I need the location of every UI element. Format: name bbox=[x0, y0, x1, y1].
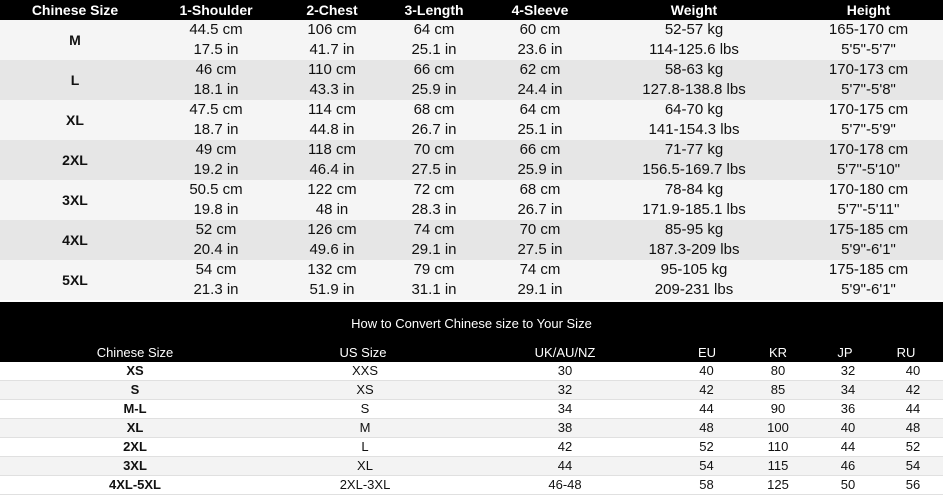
cell: 5'7"-5'10" bbox=[794, 160, 943, 180]
cell: 38 bbox=[460, 419, 670, 438]
cell: 5'9"-6'1" bbox=[794, 240, 943, 260]
cell: 122 cm bbox=[282, 180, 382, 200]
cell: 125 bbox=[743, 476, 813, 495]
cell: 74 cm bbox=[486, 260, 594, 280]
cell: 54 cm bbox=[150, 260, 282, 280]
cell: 46 bbox=[813, 457, 883, 476]
cell: 51.9 in bbox=[282, 280, 382, 300]
table-row bbox=[0, 476, 943, 495]
table-row bbox=[0, 100, 943, 120]
cell: 40 bbox=[883, 362, 943, 381]
cell: 36 bbox=[813, 400, 883, 419]
conv-header-ru: RU bbox=[896, 345, 916, 360]
table-row bbox=[0, 400, 943, 419]
cell: 31.1 in bbox=[382, 280, 486, 300]
cell: S bbox=[0, 381, 270, 400]
cell: 170-180 cm bbox=[794, 180, 943, 200]
cell: 132 cm bbox=[282, 260, 382, 280]
cell: 126 cm bbox=[282, 220, 382, 240]
size-label: 2XL bbox=[0, 140, 150, 180]
table-row bbox=[0, 20, 943, 40]
cell: 5'9"-6'1" bbox=[794, 280, 943, 300]
table-row bbox=[0, 60, 943, 80]
cell: 209-231 lbs bbox=[594, 280, 794, 300]
cell: 54 bbox=[670, 457, 743, 476]
cell: 27.5 in bbox=[382, 160, 486, 180]
cell: 110 cm bbox=[282, 60, 382, 80]
cell: 110 bbox=[743, 438, 813, 457]
cell: 44.5 cm bbox=[150, 20, 282, 40]
cell: 95-105 kg bbox=[594, 260, 794, 280]
header-chest: 2-Chest bbox=[282, 0, 382, 20]
cell: 49 cm bbox=[150, 140, 282, 160]
conversion-table bbox=[0, 362, 943, 495]
size-label: XL bbox=[0, 100, 150, 140]
cell: 20.4 in bbox=[150, 240, 282, 260]
cell: 70 cm bbox=[382, 140, 486, 160]
cell: 171.9-185.1 lbs bbox=[594, 200, 794, 220]
conv-header-chinese-size: Chinese Size bbox=[96, 345, 174, 360]
header-sleeve: 4-Sleeve bbox=[486, 0, 594, 20]
cell: 42 bbox=[883, 381, 943, 400]
size-label: L bbox=[0, 60, 150, 100]
cell: 40 bbox=[813, 419, 883, 438]
cell: 56 bbox=[883, 476, 943, 495]
cell: 48 bbox=[670, 419, 743, 438]
cell: 32 bbox=[813, 362, 883, 381]
cell: 100 bbox=[743, 419, 813, 438]
table-row bbox=[0, 457, 943, 476]
cell: 78-84 kg bbox=[594, 180, 794, 200]
cell: XL bbox=[270, 457, 460, 476]
size-label: 5XL bbox=[0, 260, 150, 300]
cell: 52 cm bbox=[150, 220, 282, 240]
cell: 64 cm bbox=[486, 100, 594, 120]
cell: 25.9 in bbox=[382, 80, 486, 100]
cell: 47.5 cm bbox=[150, 100, 282, 120]
cell: 44 bbox=[813, 438, 883, 457]
cell: 25.1 in bbox=[486, 120, 594, 140]
cell: 60 cm bbox=[486, 20, 594, 40]
cell: 19.8 in bbox=[150, 200, 282, 220]
table-row bbox=[0, 140, 943, 160]
cell: 24.4 in bbox=[486, 80, 594, 100]
cell: 48 bbox=[883, 419, 943, 438]
cell: 3XL bbox=[0, 457, 270, 476]
cell: 42 bbox=[460, 438, 670, 457]
cell: 114-125.6 lbs bbox=[594, 40, 794, 60]
cell: 187.3-209 lbs bbox=[594, 240, 794, 260]
table-row bbox=[0, 220, 943, 240]
cell: 52-57 kg bbox=[594, 20, 794, 40]
cell: 25.9 in bbox=[486, 160, 594, 180]
cell: 175-185 cm bbox=[794, 220, 943, 240]
cell: 2XL-3XL bbox=[270, 476, 460, 495]
cell: 30 bbox=[460, 362, 670, 381]
cell: 32 bbox=[460, 381, 670, 400]
cell: 46.4 in bbox=[282, 160, 382, 180]
table-row bbox=[0, 381, 943, 400]
cell: 34 bbox=[813, 381, 883, 400]
cell: 43.3 in bbox=[282, 80, 382, 100]
table-row bbox=[0, 419, 943, 438]
cell: M-L bbox=[0, 400, 270, 419]
cell: 66 cm bbox=[382, 60, 486, 80]
cell: 58-63 kg bbox=[594, 60, 794, 80]
size-label: 4XL bbox=[0, 220, 150, 260]
conversion-title: How to Convert Chinese size to Your Size bbox=[351, 316, 592, 331]
cell: 118 cm bbox=[282, 140, 382, 160]
cell: 68 cm bbox=[382, 100, 486, 120]
cell: 27.5 in bbox=[486, 240, 594, 260]
cell: 5'7"-5'9" bbox=[794, 120, 943, 140]
cell: 2XL bbox=[0, 438, 270, 457]
cell: 44 bbox=[460, 457, 670, 476]
cell: 41.7 in bbox=[282, 40, 382, 60]
cell: 17.5 in bbox=[150, 40, 282, 60]
cell: XL bbox=[0, 419, 270, 438]
cell: 50 bbox=[813, 476, 883, 495]
header-weight: Weight bbox=[594, 0, 794, 20]
cell: 72 cm bbox=[382, 180, 486, 200]
cell: 54 bbox=[883, 457, 943, 476]
conv-header-jp: JP bbox=[837, 345, 853, 360]
cell: 25.1 in bbox=[382, 40, 486, 60]
cell: 141-154.3 lbs bbox=[594, 120, 794, 140]
header-height: Height bbox=[794, 0, 943, 20]
cell: 5'5"-5'7" bbox=[794, 40, 943, 60]
table-row bbox=[0, 362, 943, 381]
cell: 18.7 in bbox=[150, 120, 282, 140]
conv-header-eu: EU bbox=[697, 345, 717, 360]
cell: XXS bbox=[270, 362, 460, 381]
header-shoulder: 1-Shoulder bbox=[150, 0, 282, 20]
cell: 70 cm bbox=[486, 220, 594, 240]
cell: 66 cm bbox=[486, 140, 594, 160]
cell: 29.1 in bbox=[486, 280, 594, 300]
cell: S bbox=[270, 400, 460, 419]
cell: 44 bbox=[883, 400, 943, 419]
cell: 40 bbox=[670, 362, 743, 381]
table-row bbox=[0, 260, 943, 280]
cell: 46 cm bbox=[150, 60, 282, 80]
cell: 26.7 in bbox=[486, 200, 594, 220]
cell: 34 bbox=[460, 400, 670, 419]
cell: XS bbox=[0, 362, 270, 381]
cell: 19.2 in bbox=[150, 160, 282, 180]
cell: M bbox=[270, 419, 460, 438]
size-label: 3XL bbox=[0, 180, 150, 220]
conv-header-us-size: US Size bbox=[339, 345, 387, 360]
cell: 42 bbox=[670, 381, 743, 400]
size-label: M bbox=[0, 20, 150, 60]
cell: 64 cm bbox=[382, 20, 486, 40]
table-row bbox=[0, 180, 943, 200]
cell: 156.5-169.7 lbs bbox=[594, 160, 794, 180]
header-chinese-size: Chinese Size bbox=[0, 0, 150, 20]
cell: 5'7"-5'11" bbox=[794, 200, 943, 220]
cell: 79 cm bbox=[382, 260, 486, 280]
cell: 46-48 bbox=[460, 476, 670, 495]
cell: 170-178 cm bbox=[794, 140, 943, 160]
cell: 64-70 kg bbox=[594, 100, 794, 120]
table-row bbox=[0, 438, 943, 457]
cell: 44 bbox=[670, 400, 743, 419]
cell: 71-77 kg bbox=[594, 140, 794, 160]
cell: L bbox=[270, 438, 460, 457]
size-chart-header-row bbox=[0, 0, 943, 20]
cell: 90 bbox=[743, 400, 813, 419]
cell: 49.6 in bbox=[282, 240, 382, 260]
cell: 21.3 in bbox=[150, 280, 282, 300]
cell: 85 bbox=[743, 381, 813, 400]
cell: 29.1 in bbox=[382, 240, 486, 260]
cell: 48 in bbox=[282, 200, 382, 220]
cell: 44.8 in bbox=[282, 120, 382, 140]
cell: 58 bbox=[670, 476, 743, 495]
cell: 28.3 in bbox=[382, 200, 486, 220]
cell: 175-185 cm bbox=[794, 260, 943, 280]
cell: XS bbox=[270, 381, 460, 400]
cell: 23.6 in bbox=[486, 40, 594, 60]
cell: 74 cm bbox=[382, 220, 486, 240]
cell: 52 bbox=[670, 438, 743, 457]
cell: 85-95 kg bbox=[594, 220, 794, 240]
cell: 80 bbox=[743, 362, 813, 381]
cell: 50.5 cm bbox=[150, 180, 282, 200]
cell: 26.7 in bbox=[382, 120, 486, 140]
cell: 62 cm bbox=[486, 60, 594, 80]
cell: 170-173 cm bbox=[794, 60, 943, 80]
cell: 52 bbox=[883, 438, 943, 457]
conv-header-uk-au-nz: UK/AU/NZ bbox=[534, 345, 596, 360]
cell: 114 cm bbox=[282, 100, 382, 120]
cell: 4XL-5XL bbox=[0, 476, 270, 495]
cell: 106 cm bbox=[282, 20, 382, 40]
conversion-header-band bbox=[0, 302, 943, 362]
header-length: 3-Length bbox=[382, 0, 486, 20]
cell: 170-175 cm bbox=[794, 100, 943, 120]
conv-header-kr: KR bbox=[768, 345, 788, 360]
cell: 5'7"-5'8" bbox=[794, 80, 943, 100]
cell: 68 cm bbox=[486, 180, 594, 200]
cell: 165-170 cm bbox=[794, 20, 943, 40]
cell: 127.8-138.8 lbs bbox=[594, 80, 794, 100]
cell: 115 bbox=[743, 457, 813, 476]
cell: 18.1 in bbox=[150, 80, 282, 100]
